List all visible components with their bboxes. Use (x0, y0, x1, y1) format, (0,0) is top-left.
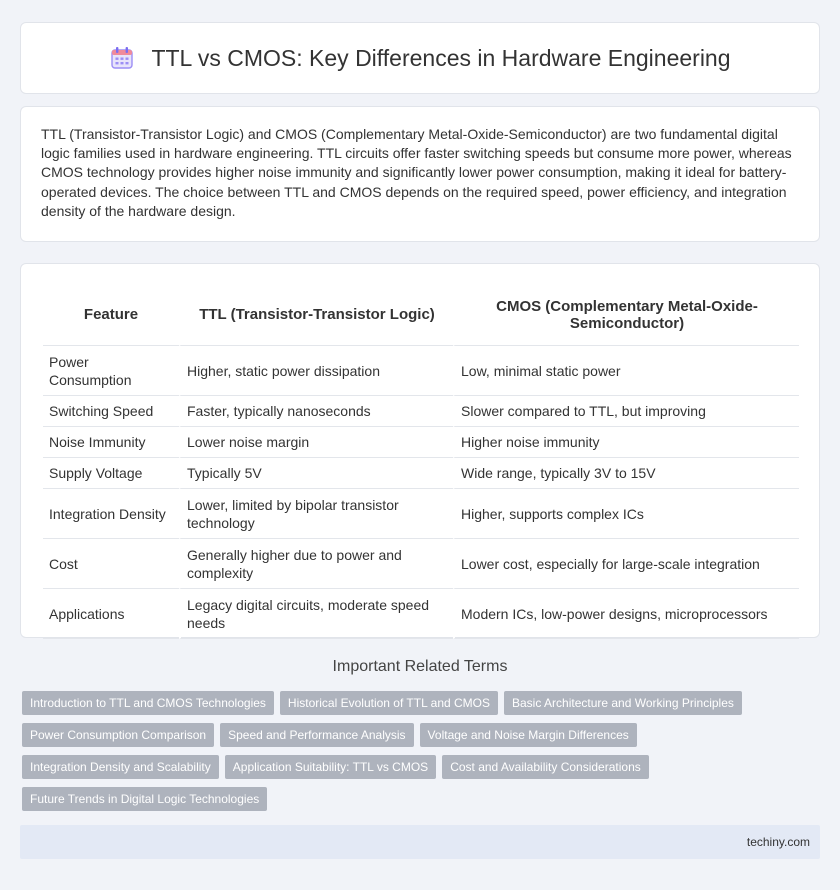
ttl-cell: Typically 5V (179, 458, 453, 489)
cmos-cell: Slower compared to TTL, but improving (453, 396, 799, 427)
cmos-cell: Wide range, typically 3V to 15V (453, 458, 799, 489)
related-terms-heading: Important Related Terms (332, 658, 508, 675)
feature-cell: Applications (43, 589, 179, 639)
header-feature: Feature (43, 284, 179, 346)
table-row (43, 539, 799, 589)
cmos-cell: Low, minimal static power (453, 346, 799, 396)
header-ttl: TTL (Transistor-Transistor Logic) (179, 284, 453, 346)
feature-cell: Integration Density (43, 489, 179, 539)
feature-cell: Power Consumption (43, 346, 179, 396)
comparison-table-card (20, 263, 820, 638)
table-row (43, 458, 799, 489)
ttl-cell: Legacy digital circuits, moderate speed needs (179, 589, 453, 639)
comparison-table (43, 284, 799, 639)
ttl-cell: Lower, limited by bipolar transistor technology (179, 489, 453, 539)
feature-cell: Supply Voltage (43, 458, 179, 489)
ttl-cell: Lower noise margin (179, 427, 453, 458)
table-row (43, 489, 799, 539)
calendar-icon (109, 45, 135, 71)
related-term-link[interactable]: Future Trends in Digital Logic Technologies (22, 787, 267, 811)
cmos-cell: Higher noise immunity (453, 427, 799, 458)
ttl-cell: Faster, typically nanoseconds (179, 396, 453, 427)
feature-cell: Cost (43, 539, 179, 589)
title-card (20, 22, 820, 94)
related-term-link[interactable]: Power Consumption Comparison (22, 723, 214, 747)
cmos-cell: Modern ICs, low-power designs, microprocessors (453, 589, 799, 639)
footer-site-link[interactable]: techiny.com (746, 835, 810, 849)
related-term-link[interactable]: Speed and Performance Analysis (220, 723, 413, 747)
table-row (43, 427, 799, 458)
related-term-link[interactable]: Basic Architecture and Working Principles (504, 691, 742, 715)
feature-cell: Noise Immunity (43, 427, 179, 458)
table-header-row (43, 284, 799, 346)
footer (20, 825, 820, 859)
related-terms-list (22, 691, 818, 811)
table-row (43, 396, 799, 427)
header-cmos: CMOS (Complementary Metal-Oxide-Semiconductor) (453, 284, 799, 346)
ttl-cell: Higher, static power dissipation (179, 346, 453, 396)
related-term-link[interactable]: Integration Density and Scalability (22, 755, 219, 779)
cmos-cell: Lower cost, especially for large-scale integration (453, 539, 799, 589)
related-term-link[interactable]: Cost and Availability Considerations (442, 755, 649, 779)
related-term-link[interactable]: Application Suitability: TTL vs CMOS (225, 755, 436, 779)
related-term-link[interactable]: Introduction to TTL and CMOS Technologies (22, 691, 274, 715)
intro-text: TTL (Transistor-Transistor Logic) and CMOS (Complementary Metal-Oxide-Semiconductor) are two fundamental digital logic families used in hardware engineering. TTL circuits offer faster switching speeds but consume more power, whereas CMOS technology provides higher noise immunity and significantly lower power consumption, making it ideal for battery-operated devices. The choice between TTL and CMOS depends on the required speed, power efficiency, and integration density of the hardware design. (41, 126, 792, 219)
related-term-link[interactable]: Historical Evolution of TTL and CMOS (280, 691, 498, 715)
related-term-link[interactable]: Voltage and Noise Margin Differences (420, 723, 637, 747)
intro-card (20, 106, 820, 242)
table-row (43, 589, 799, 639)
table-row (43, 346, 799, 396)
cmos-cell: Higher, supports complex ICs (453, 489, 799, 539)
feature-cell: Switching Speed (43, 396, 179, 427)
ttl-cell: Generally higher due to power and complexity (179, 539, 453, 589)
title-wrap (109, 45, 730, 72)
page-title: TTL vs CMOS: Key Differences in Hardware Engineering (151, 44, 731, 71)
